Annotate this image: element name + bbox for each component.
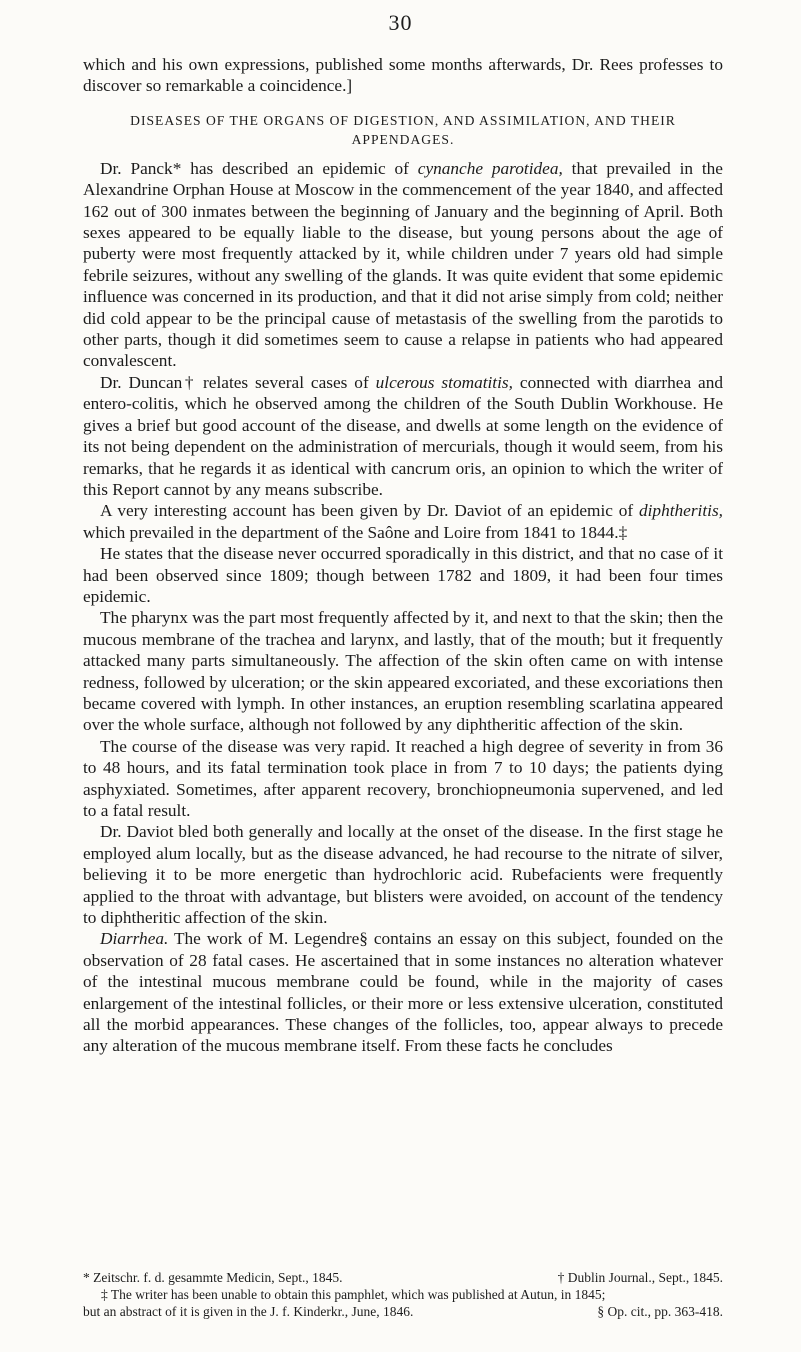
page-number: 30 <box>388 10 413 35</box>
disease-term: ulcerous stomatitis, <box>375 372 513 392</box>
paragraph-text: that prevailed in the Alexandrine Orphan House at Moscow in the commencement of the year 1840, and affected 162 out of 300 inmates between the beginning of January and the beginning of April. Both sexes appeared to be equally liable to the disease, but young persons about the age of puberty were most frequently attacked by it, while children under 7 years old had simple febrile seizures, without any swelling of the glands. It was quite evident that some epidemic influence was concerned in its production, and that it did not arise simply from cold; neither did cold appear to be the principal cause of metastasis of the swelling from the parotids to other parts, though it did sometimes seem to cause a relapse in patients who had appeared convalescent. <box>83 158 723 371</box>
paragraph-text: A very interesting account has been given by Dr. Daviot of an epidemic of <box>100 501 639 521</box>
footnote-double-dagger: ‡ The writer has been unable to obtain this pamphlet, which was published at Autun, in 1845; <box>101 1287 606 1302</box>
paragraph-treatment: Dr. Daviot bled both generally and locally at the onset of the disease. In the first stage he employed alum locally, but as the disease advanced, he had recourse to the nitrate of silver, believing it to be more energetic than hydrochloric acid. Rubefacients were frequently applied to the throat with advantage, but blisters were avoided, on account of the tendency to diphtheritic affection of the skin. <box>83 822 723 928</box>
footnote-row <box>83 1303 723 1320</box>
body-text <box>83 54 723 1057</box>
footnotes <box>83 1269 723 1320</box>
footnote-section: § Op. cit., pp. 363-418. <box>597 1304 723 1319</box>
section-heading: DISEASES OF THE ORGANS OF DIGESTION, AND ASSIMILATION, AND THEIR APPENDAGES. <box>130 112 676 147</box>
paragraph-text: connected with diarrhea and entero-colitis, which he observed among the children of the South Dublin Workhouse. He gives a brief but good account of the disease, and dwells at some length on the evidence of its not being dependent on the administration of mercurials, though it would seem, from his remarks, that he regards it as identical with cancrum oris, an opinion to which the writer of this Report cannot by any means subscribe. <box>83 372 723 499</box>
paragraph-stomatitis <box>83 372 723 500</box>
paragraph-course: The course of the disease was very rapid. It reached a high degree of severity in from 36 to 48 hours, and its fatal termination took place in from 7 to 10 days; the patients dying asphyxiated. Sometimes, after apparent recovery, bronchiopneumonia supervened, and led to a fatal result. <box>83 736 723 820</box>
paragraph-diphtheritis <box>83 500 723 543</box>
disease-term: diphtheritis, <box>638 501 723 521</box>
paragraph-text: Dr. Duncan† relates several cases of <box>100 372 376 392</box>
paragraph-text: Dr. Panck* has described an epidemic of <box>100 158 418 178</box>
paragraph-text: which prevailed in the department of the Saône and Loire from 1841 to 1844.‡ <box>83 522 628 542</box>
footnote-dagger: † Dublin Journal., Sept., 1845. <box>557 1270 723 1285</box>
paragraph-diarrhea <box>83 928 723 1056</box>
paragraph-parotidea <box>83 158 723 372</box>
footnote-star: * Zeitschr. f. d. gesammte Medicin, Sept., 1845. <box>83 1270 343 1285</box>
footnote-row <box>83 1269 723 1286</box>
paragraph-text: The work of M. Legendre§ contains an essay on this subject, founded on the observation of 28 fatal cases. He ascertained that in some instances no alteration whatever of the intestinal mucous membrane could be found, while in the majority of cases enlargement of the intestinal follicles, or their more or less extensive ulceration, constituted all the morbid appearances. These changes of the follicles, too, appear always to precede any alteration of the mucous membrane itself. From these facts he concludes <box>83 929 723 1056</box>
disease-term: cynanche parotidea, <box>417 158 563 178</box>
intro-paragraph: which and his own expressions, published some months afterwards, Dr. Rees professes to discover so remarkable a coincidence.] <box>83 55 723 96</box>
paragraph-sporadic: He states that the disease never occurred sporadically in this district, and that no case of it had been observed since 1809; though between 1782 and 1809, it had been four times epidemic. <box>83 544 723 606</box>
disease-term: Diarrhea. <box>100 929 169 949</box>
footnote-double-dagger-cont: but an abstract of it is given in the J. f. Kinderkr., June, 1846. <box>83 1304 414 1319</box>
paragraph-pharynx: The pharynx was the part most frequently affected by it, and next to that the skin; then the mucous membrane of the trachea and larynx, and lastly, that of the mouth; but it frequently attacked many parts simultaneously. The affection of the skin often came on with intense redness, followed by ulceration; or the skin appeared excoriated, and these excoriations then became covered with lymph. In other instances, an eruption resembling scarlatina appeared over the whole surface, although not followed by any diphtheritic affection of the skin. <box>83 608 723 735</box>
